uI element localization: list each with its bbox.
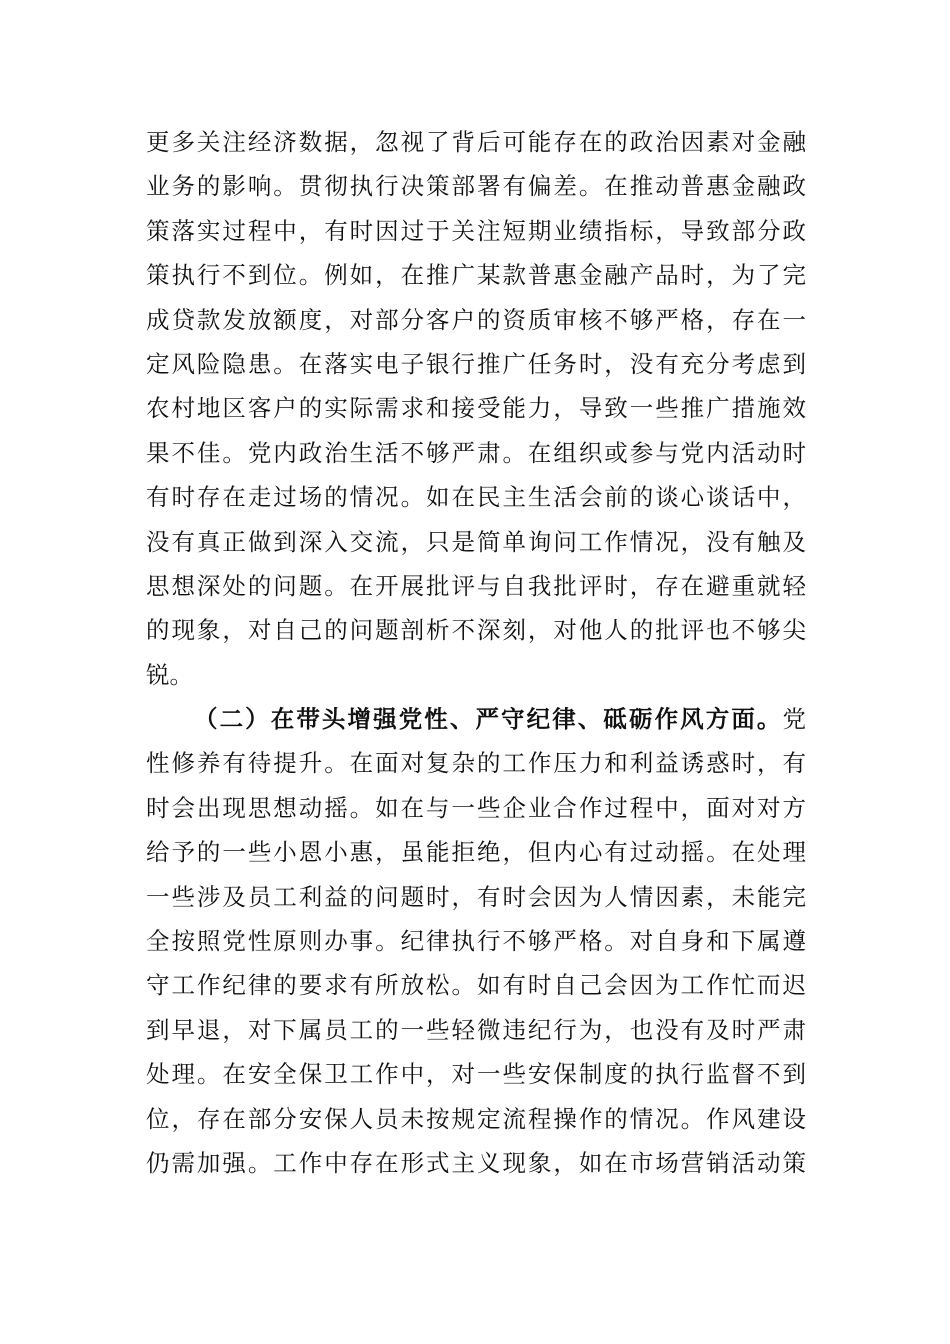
text-line: 全按照党性原则办事。纪律执行不够严格。对自身和下属遵: [146, 927, 806, 956]
section-heading: （二）在带头增强党性、严守纪律、砥砺作风方面。: [194, 705, 783, 734]
text-line: 的现象，对自己的问题剖析不深刻，对他人的批评也不够尖: [146, 616, 806, 645]
heading-line-rest: 党: [782, 705, 806, 734]
text-line: 锐。: [146, 660, 193, 689]
text-line: 处理。在安全保卫工作中，对一些安保制度的执行监督不到: [146, 1060, 806, 1089]
text-line: 策落实过程中，有时因过于关注短期业绩指标，导致部分政: [146, 216, 806, 245]
text-line: 农村地区客户的实际需求和接受能力，导致一些推广措施效: [146, 394, 806, 423]
section-heading-line: [146, 697, 806, 741]
text-line: 业务的影响。贯彻执行决策部署有偏差。在推动普惠金融政: [146, 172, 806, 201]
text-line: 更多关注经济数据，忽视了背后可能存在的政治因素对金融: [146, 128, 806, 156]
text-line: 给予的一些小恩小惠，虽能拒绝，但内心有过动摇。在处理: [146, 838, 806, 867]
text-line: 思想深处的问题。在开展批评与自我批评时，存在避重就轻: [146, 571, 806, 600]
text-line: 策执行不到位。例如，在推广某款普惠金融产品时，为了完: [146, 261, 806, 290]
text-line: 到早退，对下属员工的一些轻微违纪行为，也没有及时严肃: [146, 1015, 806, 1044]
text-line: 定风险隐患。在落实电子银行推广任务时，没有充分考虑到: [146, 349, 806, 378]
text-line: 仍需加强。工作中存在形式主义现象，如在市场营销活动策: [146, 1148, 806, 1177]
paragraph-party-discipline: [146, 697, 806, 1185]
text-line: 守工作纪律的要求有所放松。如有时自己会因为工作忙而迟: [146, 971, 806, 1000]
text-line: 性修养有待提升。在面对复杂的工作压力和利益诱惑时，有: [146, 749, 806, 778]
text-line: 时会出现思想动摇。如在与一些企业合作过程中，面对对方: [146, 793, 806, 822]
text-line: 位，存在部分安保人员未按规定流程操作的情况。作风建设: [146, 1104, 806, 1133]
paragraph-political-stance: [146, 120, 806, 697]
text-line: 没有真正做到深入交流，只是简单询问工作情况，没有触及: [146, 527, 806, 556]
text-line: 一些涉及员工利益的问题时，有时会因为人情因素，未能完: [146, 882, 806, 911]
text-line: 成贷款发放额度，对部分客户的资质审核不够严格，存在一: [146, 305, 806, 334]
text-line: 果不佳。党内政治生活不够严肃。在组织或参与党内活动时: [146, 438, 806, 467]
text-line: 有时存在走过场的情况。如在民主生活会前的谈心谈话中，: [146, 483, 806, 512]
document-body: [146, 120, 806, 1185]
